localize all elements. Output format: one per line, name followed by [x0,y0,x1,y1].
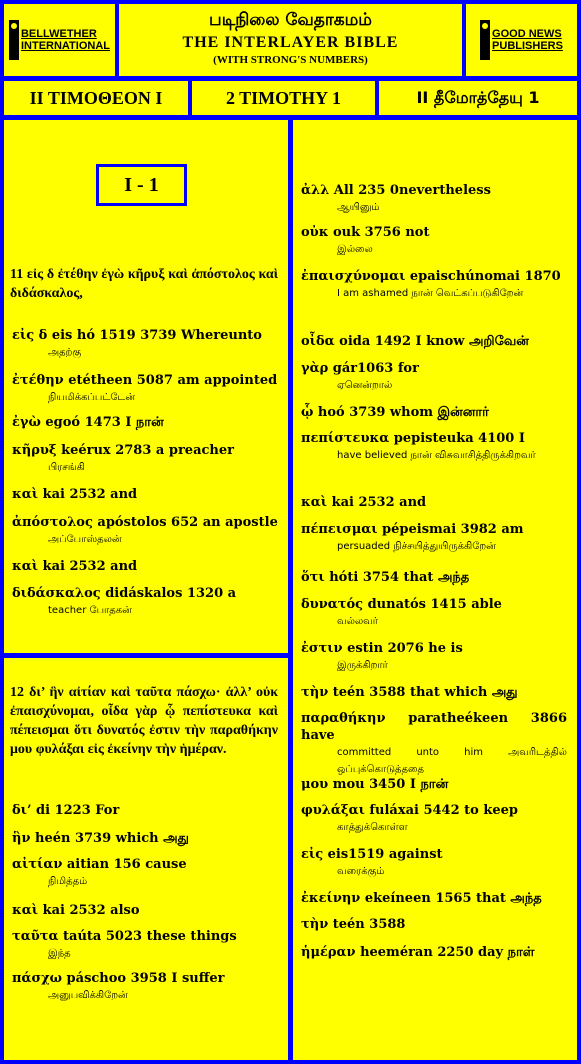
title-english: THE INTERLAYER BIBLE [182,34,399,51]
gloss-tamil: teacher போதகன் [48,605,132,616]
gloss-line: οὐκ ouk 3756 not [301,225,430,240]
gloss-tamil: அனுபவிக்கிறேன் [48,990,128,1001]
logo-right-line2: PUBLISHERS [492,40,563,52]
gloss-entry [12,372,278,406]
gloss-tamil: ஏனென்றால் [337,380,393,391]
gloss-line: διδάσκαλος didáskalos 1320 a [12,586,237,601]
gloss-tamil: I am ashamed நான் வெட்கப்படுகிறேன் [337,288,524,299]
gloss-tamil: இருக்கிறார் [337,660,388,671]
gloss-entry [301,224,567,258]
gloss-line: οἶδα oida 1492 I know அறிவேன் [301,334,529,349]
gloss-line: μου mou 3450 I நான் [301,777,449,792]
gloss-entry [12,486,278,503]
gloss-line: ἀλλ All 235 0nevertheless [301,183,491,198]
gloss-line: τὴν teén 3588 that which அது [301,685,518,700]
gloss-entry [12,928,278,962]
gloss-entry [12,327,278,361]
gloss-line: δυνατός dunatós 1415 able [301,597,502,612]
gloss-entry [301,333,567,350]
gloss-line: ἣν heén 3739 which அது [12,831,189,846]
gloss-entry [12,830,278,847]
gloss-entry [12,856,278,890]
gloss-line: κῆρυξ keérux 2783 a preacher [12,443,234,458]
bellwether-logo-icon [9,20,19,60]
gloss-line: αἰτίαν aitian 156 cause [12,857,187,872]
gloss-entry [301,404,567,421]
gloss-line: ὅτι hóti 3754 that அந்த [301,570,470,585]
gloss-line: καὶ kai 2532 and [12,559,138,574]
book-english: 2 TIMOTHY 1 [192,81,375,115]
title-tamil: படிநிலை வேதாகமம் [209,10,372,30]
gloss-line: πάσχω páschoo 3958 I suffer [12,971,225,986]
logo-left-line2: INTERNATIONAL [20,40,110,52]
gloss-line: ἀπόστολος apóstolos 652 an apostle [12,515,278,530]
gloss-tamil: நியமிக்கப்பட்டேன் [48,392,136,403]
good-news-logo-icon [480,20,490,60]
gloss-entry [301,684,567,701]
logo-left [4,4,115,76]
gloss-line: ἐκείνην ekeíneen 1565 that அந்த [301,891,542,906]
gloss-entry [301,494,567,511]
gloss-tamil: பிரசங்கி [48,462,85,473]
gloss-line: καὶ kai 2532 and [301,495,427,510]
gloss-entry [301,268,567,302]
gloss-line: παραθήκην paratheékeen 3866 have [301,711,567,743]
gloss-entry [12,558,278,575]
gloss-tamil: persuaded நிச்சயித்துயிருக்கிறேன் [337,541,496,552]
gloss-entry [12,585,278,619]
book-tamil: II தீமோத்தேயு 1 [379,81,577,115]
gloss-line: ἐπαισχύνομαι epaischúnomai 1870 [301,269,561,284]
gloss-entry [301,710,567,778]
gloss-tamil: காத்துக்கொள்ள [337,822,408,833]
gloss-entry [301,569,567,586]
gloss-entry [12,970,278,1004]
gloss-tamil: அப்போஸ்தலன் [48,534,122,545]
gloss-entry [301,640,567,674]
chapter-label: I - 1 [96,164,187,206]
verse12-text: 12 δι’ ἣν αἰτίαν καὶ ταῦτα πάσχω· ἀλλ’ οὐκ ἐπαισχύνομαι, οἶδα γὰρ ᾧ πεπίστευκα καὶ πέπεισμαι ὅτι δυνατός ἐστιν τὴν παραθήκην μου φυλάξαι εἰς ἐκείνην τὴν ἡμέραν. [10,685,278,757]
gloss-tamil: நிமித்தம் [48,876,88,887]
gloss-entry [12,514,278,548]
gloss-tamil: வரைக்கும் [337,866,385,877]
gloss-entry [12,414,278,431]
gloss-line: ἐγὼ egoó 1473 I நான் [12,415,164,430]
subtitle: (WITH STRONG'S NUMBERS) [213,54,368,66]
gloss-entry [301,521,567,555]
gloss-entry [301,596,567,630]
gloss-entry [301,360,567,394]
gloss-tamil: ஆயினும் [337,202,380,213]
gloss-entry [301,430,567,464]
gloss-entry [301,846,567,880]
logo-right-line1: GOOD NEWS [492,28,562,40]
gloss-entry [301,916,567,933]
title-block [119,4,462,76]
gloss-tamil: இந்த [48,948,71,959]
gloss-entry [301,944,567,961]
gloss-tamil: committed unto him அவரிடத்தில் ஒப்புக்கொடுத்ததை [337,747,567,775]
book-greek: ΙΙ ΤΙΜΟΘΕΟΝ Ι [4,81,188,115]
gloss-line: εἰς eis1519 against [301,847,443,862]
logo-right [466,4,577,76]
gloss-line: τὴν teén 3588 [301,917,406,932]
gloss-entry [301,776,567,793]
gloss-line: γὰρ gár1063 for [301,361,419,376]
gloss-tamil: அதற்கு [48,347,82,358]
gloss-line: καὶ kai 2532 and [12,487,138,502]
verse11-text: 11 εἰς δ ἐτέθην ἐγὼ κῆρυξ καὶ ἀπόστολος καὶ διδάσκαλος, [10,267,278,301]
logo-left-line1: BELLWETHER [20,28,97,40]
gloss-tamil: இல்லை [337,244,373,255]
gloss-tamil: வல்லவர் [337,616,378,627]
gloss-tamil: have believed நான் விசுவாசித்திருக்கிறவர் [337,450,536,461]
gloss-line: δι’ di 1223 For [12,803,120,818]
gloss-entry [301,802,567,836]
gloss-entry [12,902,278,919]
gloss-line: ᾧ hoó 3739 whom இன்னார் [301,405,489,420]
gloss-line: ἐστιν estin 2076 he is [301,641,463,656]
gloss-line: ἐτέθην etétheen 5087 am appointed [12,373,278,388]
gloss-entry [12,442,278,476]
gloss-entry [301,182,567,216]
gloss-line: πέπεισμαι pépeismai 3982 am [301,522,524,537]
gloss-line: πεπίστευκα pepisteuka 4100 I [301,431,525,446]
gloss-entry [301,890,567,907]
gloss-line: ταῦτα taúta 5023 these things [12,929,237,944]
gloss-line: καὶ kai 2532 also [12,903,140,918]
gloss-line: φυλάξαι fuláxai 5442 to keep [301,803,519,818]
gloss-line: εἰς δ eis hó 1519 3739 Whereunto [12,328,262,343]
gloss-entry [12,802,278,819]
gloss-line: ἡμέραν heeméran 2250 day நாள் [301,945,535,960]
